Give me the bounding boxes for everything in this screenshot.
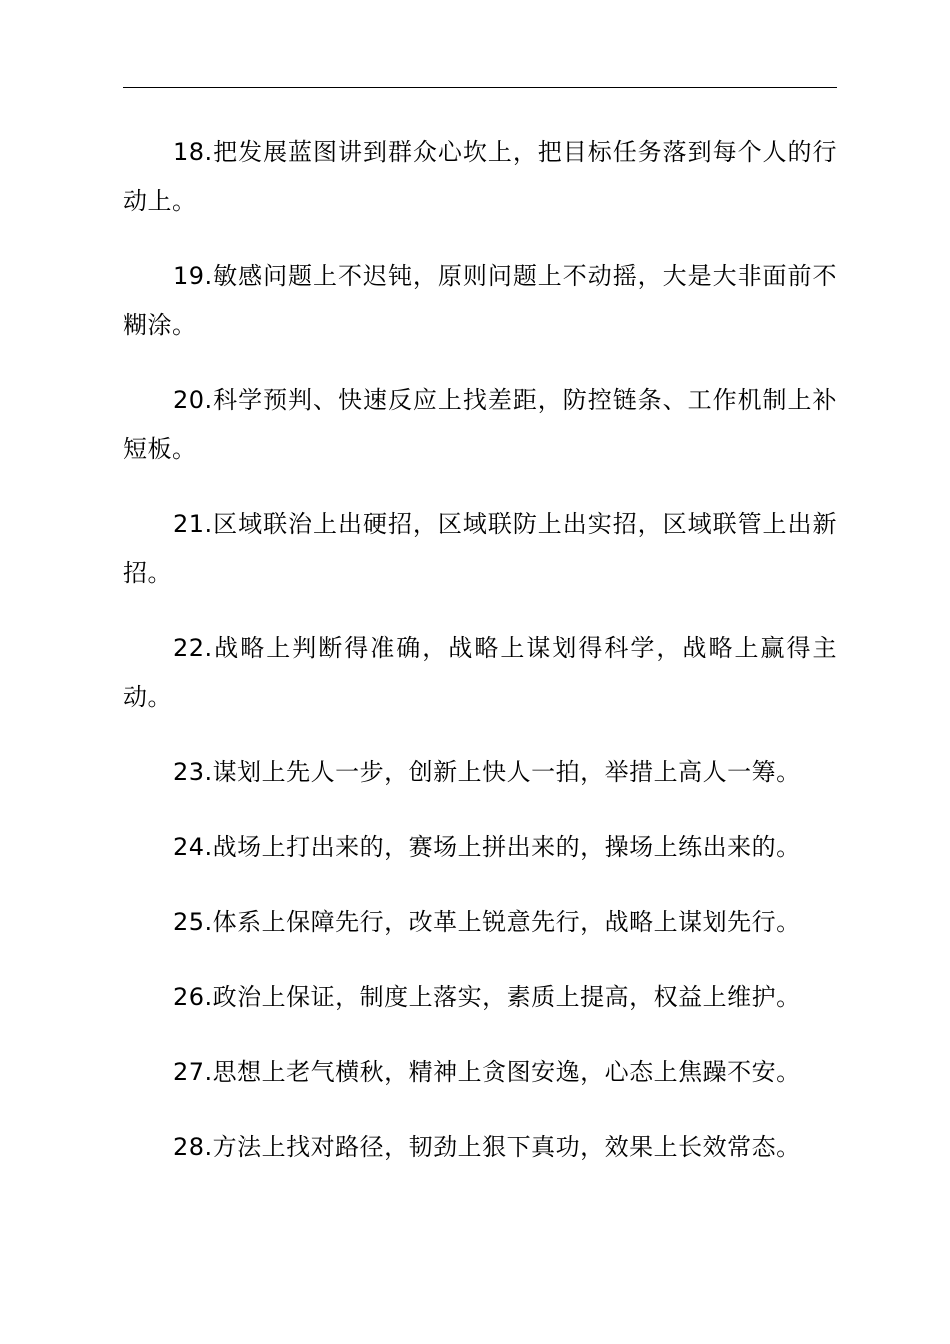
paragraph-18: 18.把发展蓝图讲到群众心坎上，把目标任务落到每个人的行动上。 (123, 138, 837, 215)
paragraph-22: 22.战略上判断得准确，战略上谋划得科学，战略上赢得主动。 (123, 634, 837, 711)
paragraph-24: 24.战场上打出来的，赛场上拼出来的，操场上练出来的。 (173, 833, 801, 861)
paragraph-27: 27.思想上老气横秋，精神上贪图安逸，心态上焦躁不安。 (173, 1058, 801, 1086)
paragraph-20: 20.科学预判、快速反应上找差距，防控链条、工作机制上补短板。 (123, 386, 837, 463)
paragraph-21: 21.区域联治上出硬招，区域联防上出实招，区域联管上出新招。 (123, 510, 837, 587)
header-rule (123, 87, 837, 88)
document-body (123, 128, 837, 1198)
paragraph-28: 28.方法上找对路径，韧劲上狠下真功，效果上长效常态。 (173, 1133, 801, 1161)
paragraph-25: 25.体系上保障先行，改革上锐意先行，战略上谋划先行。 (173, 908, 801, 936)
paragraph-19: 19.敏感问题上不迟钝，原则问题上不动摇，大是大非面前不糊涂。 (123, 262, 837, 339)
paragraph-23: 23.谋划上先人一步，创新上快人一拍，举措上高人一筹。 (173, 758, 801, 786)
paragraph-26: 26.政治上保证，制度上落实，素质上提高，权益上维护。 (173, 983, 801, 1011)
